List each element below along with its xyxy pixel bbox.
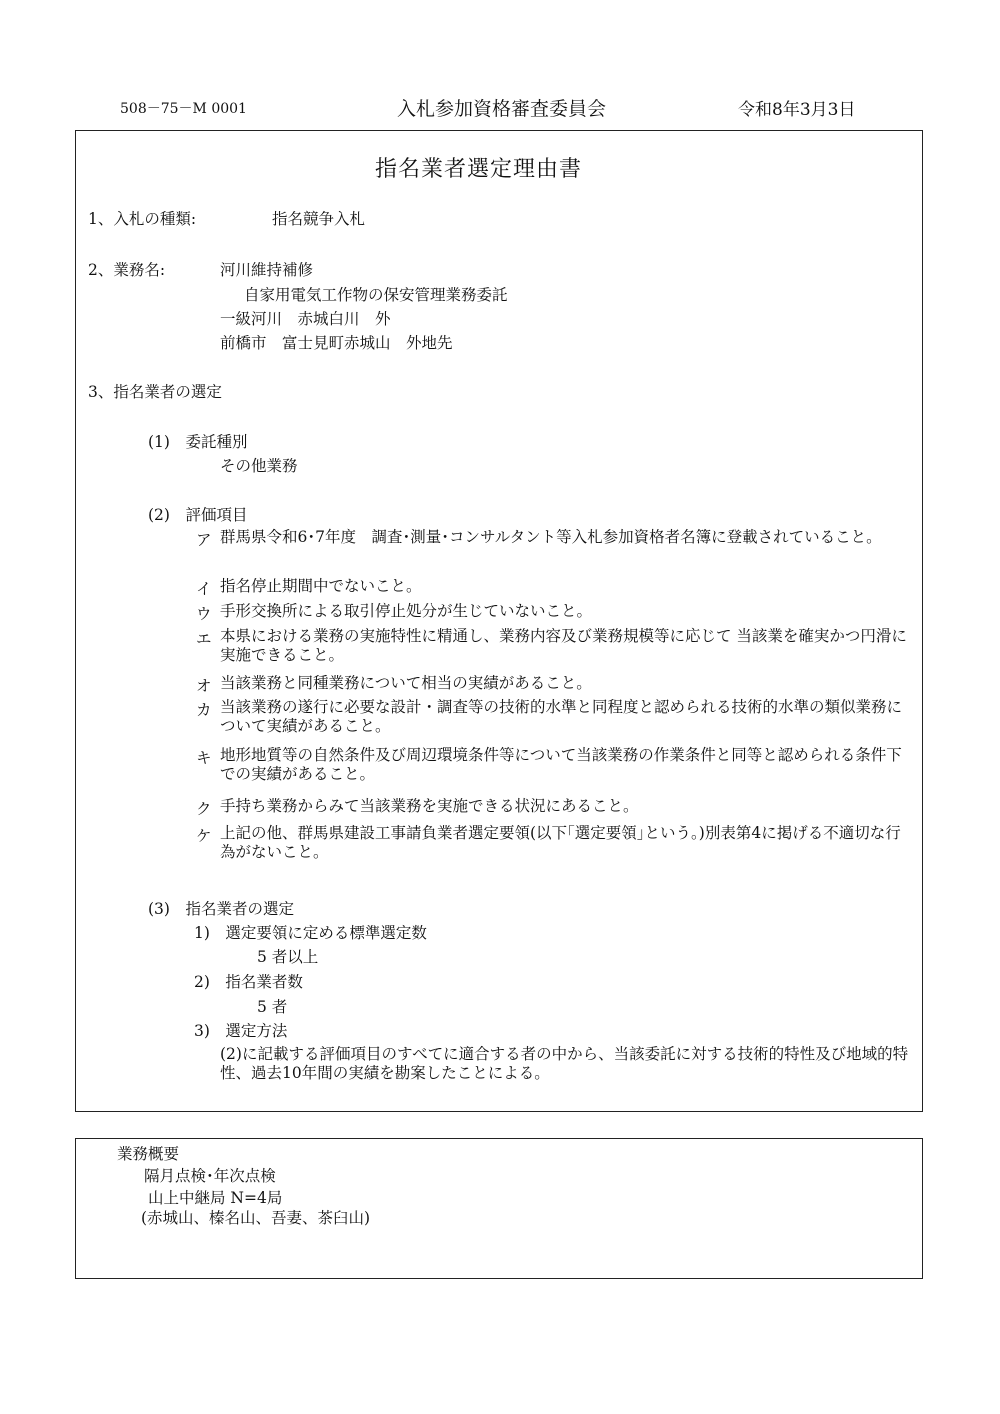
evaluation-item: 本県における業務の実施特性に精通し、業務内容及び業務規模等に応じて 当該業を確実かつ円滑に実施できること。 <box>220 627 907 664</box>
section2-label: 2、業務名: <box>88 261 166 279</box>
standard-count-label: 1) 選定要領に定める標準選定数 <box>194 924 427 942</box>
sub2-label: (2) 評価項目 <box>148 506 248 524</box>
sub1-value: その他業務 <box>220 457 298 475</box>
evaluation-item: 当該業務と同種業務について相当の実績があること。 <box>220 674 592 692</box>
item-marker: ア <box>196 531 212 549</box>
selection-method-text: (2)に記載する評価項目のすべてに適合する者の中から、当該委託に対する技術的特性及び地域的特性、過去10年間の実績を勘案したことによる。 <box>220 1045 909 1082</box>
section1-value: 指名競争入札 <box>272 210 366 228</box>
section1-label: 1、入札の種類: <box>88 210 197 228</box>
work-name-line: 前橋市 富士見町赤城山 外地先 <box>220 334 453 352</box>
evaluation-item: 手持ち業務からみて当該業務を実施できる状況にあること。 <box>220 797 639 815</box>
work-name-line: 一級河川 赤城白川 外 <box>220 310 391 328</box>
designated-count-label: 2) 指名業者数 <box>194 973 303 991</box>
item-marker: イ <box>196 580 212 598</box>
standard-count-value: 5 者以上 <box>257 948 319 966</box>
evaluation-item: 当該業務の遂行に必要な設計・調査等の技術的水準と同程度と認められる技術的水準の類似業務について実績があること。 <box>220 698 903 735</box>
work-name-line: 河川維持補修 <box>220 261 314 279</box>
selection-method-label: 3) 選定方法 <box>194 1022 288 1040</box>
sub1-label: (1) 委託種別 <box>148 433 248 451</box>
document-title: 指名業者選定理由書 <box>375 157 583 182</box>
summary-title: 業務概要 <box>117 1145 180 1163</box>
item-marker: カ <box>196 701 212 719</box>
designated-count-value: 5 者 <box>257 998 288 1016</box>
sub3-label: (3) 指名業者の選定 <box>148 900 294 918</box>
document-code: 508－75－M 0001 <box>120 101 247 117</box>
summary-line: (赤城山、榛名山、吾妻、茶臼山) <box>141 1209 371 1227</box>
committee-name: 入札参加資格審査委員会 <box>397 98 607 120</box>
item-marker: オ <box>196 677 212 695</box>
item-marker: ウ <box>196 605 212 623</box>
evaluation-item: 指名停止期間中でないこと。 <box>220 577 422 595</box>
document-date: 令和8年3月3日 <box>738 100 856 120</box>
evaluation-item: 手形交換所による取引停止処分が生じていないこと。 <box>220 602 593 620</box>
evaluation-item: 地形地質等の自然条件及び周辺環境条件等について当該業務の作業条件と同等と認められる条件下での実績があること。 <box>220 746 902 783</box>
item-marker: ケ <box>196 827 212 845</box>
work-name-line: 自家用電気工作物の保安管理業務委託 <box>244 286 508 304</box>
section3-label: 3、指名業者の選定 <box>88 383 222 401</box>
summary-line: 隔月点検･年次点検 <box>144 1167 276 1185</box>
item-marker: キ <box>196 749 212 767</box>
item-marker: エ <box>196 630 212 648</box>
item-marker: ク <box>196 800 212 818</box>
summary-line: 山上中継局 N=4局 <box>148 1189 283 1207</box>
evaluation-item: 群馬県令和6･7年度 調査･測量･コンサルタント等入札参加資格者名簿に登載されていること。 <box>220 528 882 546</box>
evaluation-item: 上記の他、群馬県建設工事請負業者選定要領(以下｢選定要領｣という。)別表第4に掲げる不適切な行為がないこと。 <box>220 824 901 861</box>
